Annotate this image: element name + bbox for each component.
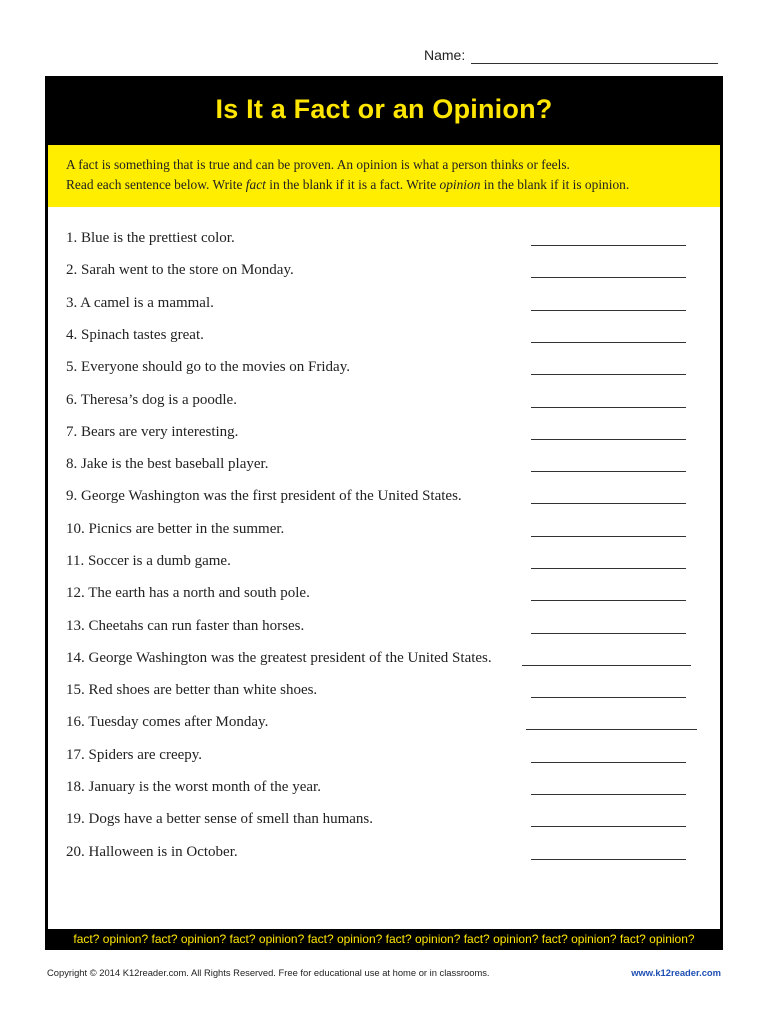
question-item <box>48 422 720 446</box>
answer-blank[interactable] <box>531 310 686 311</box>
question-text: 4. Spinach tastes great. <box>66 327 204 343</box>
website-link[interactable]: www.k12reader.com <box>631 967 721 978</box>
instructions-line-2 <box>66 175 720 195</box>
question-text: 2. Sarah went to the store on Monday. <box>66 262 294 278</box>
answer-blank[interactable] <box>531 407 686 408</box>
question-item <box>48 228 720 252</box>
question-item <box>48 454 720 478</box>
question-text: 3. A camel is a mammal. <box>66 295 214 311</box>
instructions-line-1: A fact is something that is true and can be proven. An opinion is what a person thinks or feels. <box>66 157 570 172</box>
question-text: 19. Dogs have a better sense of smell than humans. <box>66 811 374 827</box>
answer-blank[interactable] <box>531 536 686 537</box>
question-text: 7. Bears are very interesting. <box>66 424 239 440</box>
instructions-text: Read each sentence below. Write <box>66 177 246 192</box>
answer-blank[interactable] <box>531 794 686 795</box>
instructions-box <box>48 145 720 207</box>
question-item <box>48 583 720 607</box>
question-text: 8. Jake is the best baseball player. <box>66 456 269 472</box>
question-item <box>48 648 720 672</box>
instructions-text: in the blank if it is opinion. <box>480 177 630 192</box>
fact-opinion-banner: fact? opinion? fact? opinion? fact? opinion? fact? opinion? fact? opinion? fact? opinion? fact? opinion? fact? opinion? <box>73 932 695 946</box>
question-item <box>48 712 720 736</box>
answer-blank[interactable] <box>531 503 686 504</box>
answer-blank[interactable] <box>531 697 686 698</box>
question-text: 1. Blue is the prettiest color. <box>66 230 235 246</box>
name-blank-line[interactable] <box>471 63 718 64</box>
instructions-opinion-word: opinion <box>439 177 481 192</box>
answer-blank[interactable] <box>531 762 686 763</box>
name-field <box>424 46 720 66</box>
instructions-text: in the blank if it is a fact. Write <box>265 177 440 192</box>
answer-blank[interactable] <box>531 826 686 827</box>
question-text: 14. George Washington was the greatest president of the United States. <box>66 650 492 666</box>
question-item <box>48 680 720 704</box>
answer-blank[interactable] <box>531 471 686 472</box>
question-item <box>48 842 720 866</box>
answer-blank[interactable] <box>531 277 686 278</box>
question-text: 12. The earth has a north and south pole. <box>66 585 310 601</box>
answer-blank[interactable] <box>531 859 686 860</box>
question-text: 6. Theresa’s dog is a poodle. <box>66 392 237 408</box>
question-list <box>48 207 720 929</box>
answer-blank[interactable] <box>531 568 686 569</box>
question-text: 17. Spiders are creepy. <box>66 747 203 763</box>
question-text: 18. January is the worst month of the year. <box>66 779 321 795</box>
question-text: 16. Tuesday comes after Monday. <box>66 714 269 730</box>
question-text: 20. Halloween is in October. <box>66 844 238 860</box>
question-item <box>48 293 720 317</box>
question-item <box>48 777 720 801</box>
answer-blank[interactable] <box>531 245 686 246</box>
question-text: 10. Picnics are better in the summer. <box>66 521 285 537</box>
answer-blank[interactable] <box>531 600 686 601</box>
answer-blank[interactable] <box>526 729 697 730</box>
answer-blank[interactable] <box>531 633 686 634</box>
copyright-notice: Copyright © 2014 K12reader.com. All Rights Reserved. Free for educational use at home or in classrooms. <box>47 967 490 978</box>
question-item <box>48 745 720 769</box>
question-text: 11. Soccer is a dumb game. <box>66 553 231 569</box>
answer-blank[interactable] <box>531 439 686 440</box>
answer-blank[interactable] <box>522 665 691 666</box>
question-text: 5. Everyone should go to the movies on Friday. <box>66 359 350 375</box>
name-label: Name: <box>424 47 466 63</box>
question-item <box>48 616 720 640</box>
answer-blank[interactable] <box>531 374 686 375</box>
question-text: 9. George Washington was the first president of the United States. <box>66 488 462 504</box>
worksheet-title: Is It a Fact or an Opinion? <box>215 94 553 124</box>
instructions-fact-word: fact <box>245 177 266 192</box>
question-item <box>48 809 720 833</box>
question-item <box>48 390 720 414</box>
worksheet-frame <box>45 76 723 950</box>
question-item <box>48 486 720 510</box>
question-item <box>48 519 720 543</box>
answer-blank[interactable] <box>531 342 686 343</box>
question-item <box>48 260 720 284</box>
question-item <box>48 325 720 349</box>
question-text: 13. Cheetahs can run faster than horses. <box>66 618 305 634</box>
question-text: 15. Red shoes are better than white shoes. <box>66 682 318 698</box>
question-item <box>48 357 720 381</box>
question-item <box>48 551 720 575</box>
